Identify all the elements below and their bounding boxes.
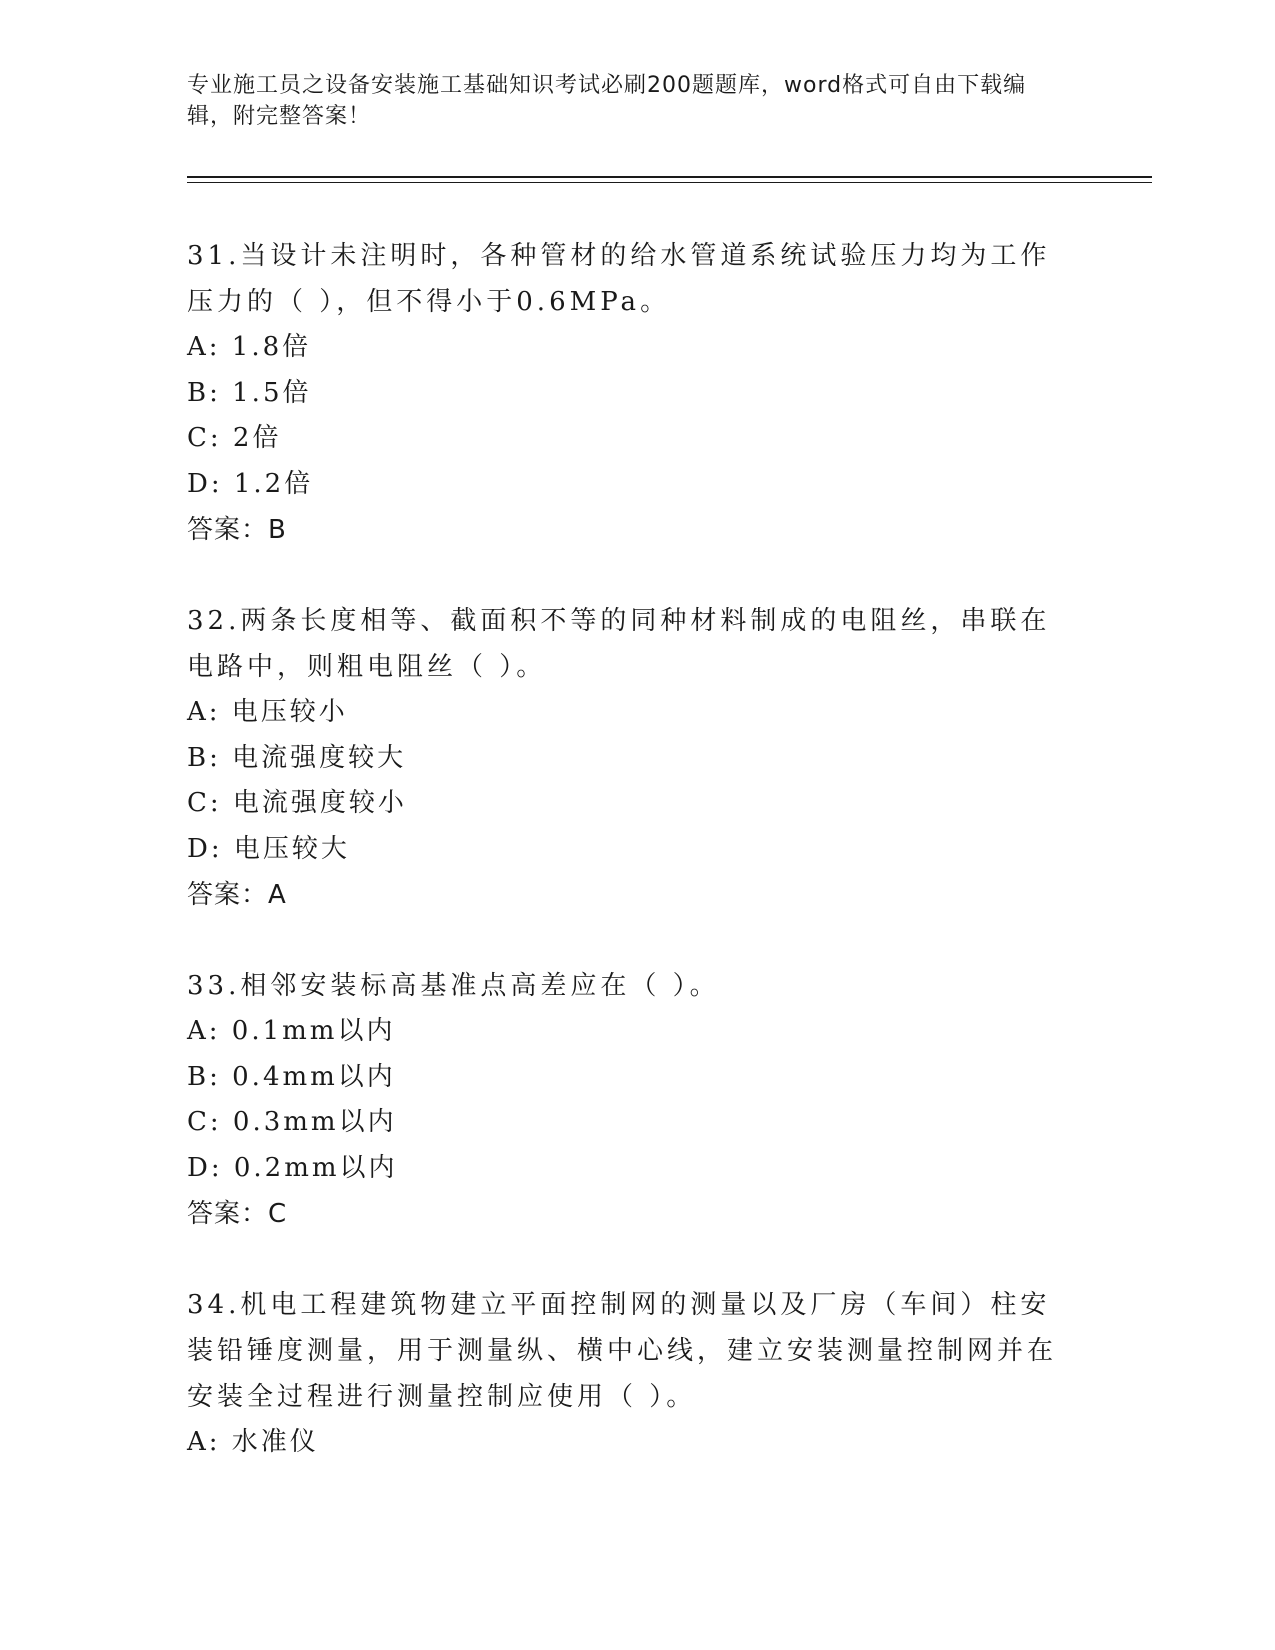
answer-line: 答案：A (187, 880, 287, 910)
answer-line: 答案：B (187, 515, 287, 545)
question-34 (187, 1282, 1067, 1466)
option-a: A: 电压较小 (187, 697, 348, 727)
document-header: 专业施工员之设备安装施工基础知识考试必刷200题题库，word格式可自由下载编辑，附完整答案！ (187, 73, 1027, 129)
option-c: C: 电流强度较小 (187, 788, 407, 818)
option-b: B: 电流强度较大 (187, 742, 407, 773)
answer-line: 答案：C (187, 1199, 288, 1229)
header-divider-thick (187, 176, 1152, 178)
option-d: D: 电压较大 (187, 833, 350, 864)
question-text: 34.机电工程建筑物建立平面控制网的测量以及厂房（车间）柱安装铅锤度测量，用于测量纵、横中心线，建立安装测量控制网并在安装全过程进行测量控制应使用（ ）。 (187, 1290, 1058, 1412)
option-a: A: 水准仪 (187, 1427, 319, 1457)
question-32 (187, 598, 1067, 918)
option-d: D: 0.2mm以内 (187, 1152, 398, 1183)
option-c: C: 2倍 (187, 423, 282, 453)
question-list (187, 233, 1067, 1511)
option-d: D: 1.2倍 (187, 468, 314, 499)
question-33 (187, 963, 1067, 1237)
header-divider-thin (187, 182, 1152, 183)
option-c: C: 0.3mm以内 (187, 1107, 397, 1137)
option-a: A: 1.8倍 (187, 332, 312, 362)
option-b: B: 0.4mm以内 (187, 1061, 396, 1092)
question-31 (187, 233, 1067, 553)
question-text: 32.两条长度相等、截面积不等的同种材料制成的电阻丝，串联在电路中，则粗电阻丝（ ）。 (187, 606, 1051, 682)
option-b: B: 1.5倍 (187, 377, 312, 408)
option-a: A: 0.1mm以内 (187, 1016, 396, 1046)
question-text: 33.相邻安装标高基准点高差应在（ ）。 (187, 971, 720, 1001)
question-text: 31.当设计未注明时，各种管材的给水管道系统试验压力均为工作压力的（ ），但不得小于0.6MPa。 (187, 241, 1051, 317)
